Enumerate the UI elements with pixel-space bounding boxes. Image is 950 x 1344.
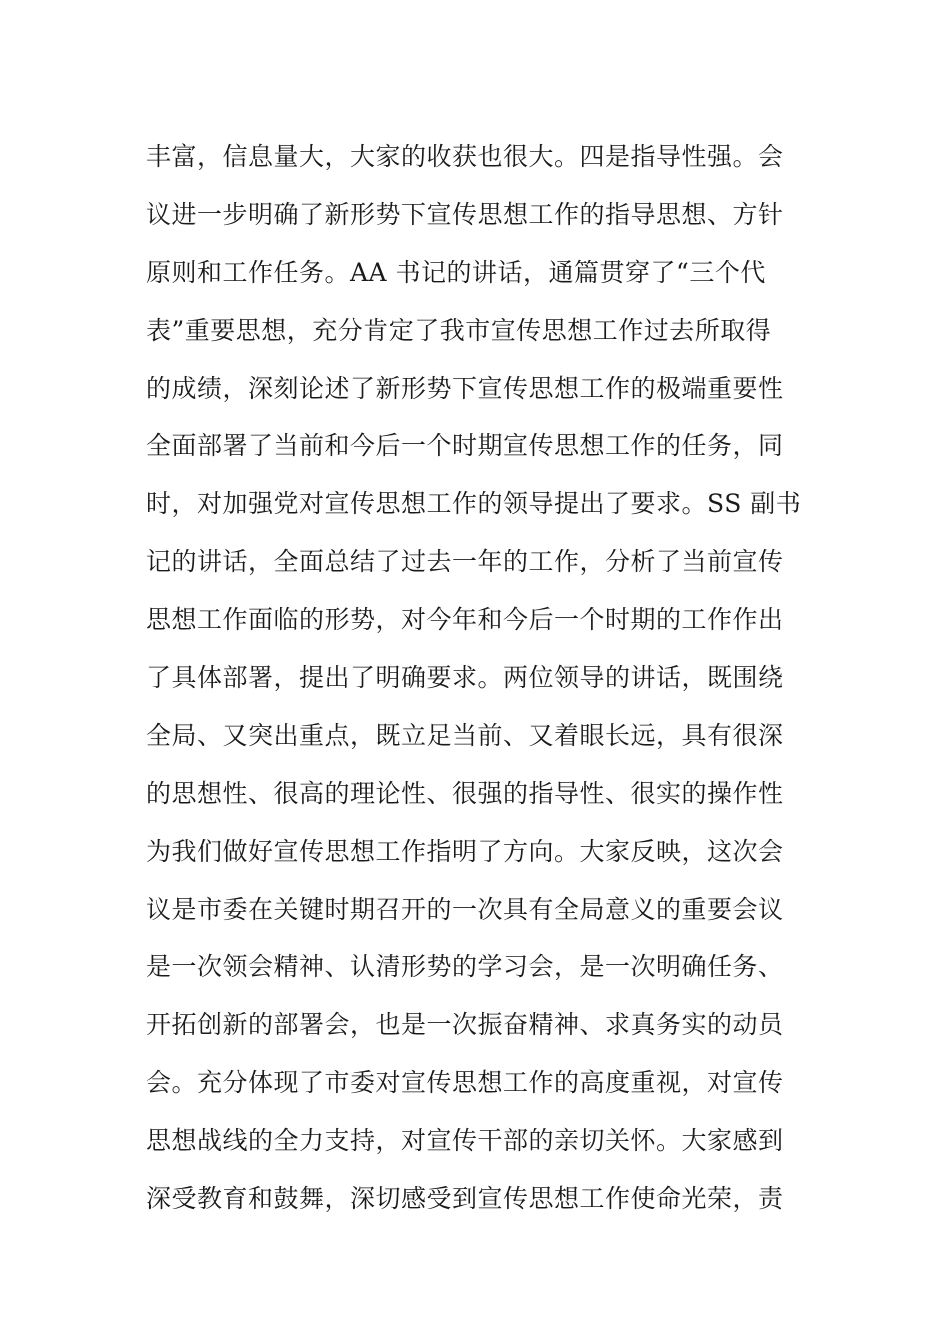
- text-line: 丰富，信息量大，大家的收获也很大。四是指导性强。会: [146, 142, 784, 171]
- text-line: 全面部署了当前和今后一个时期宣传思想工作的任务，同: [146, 431, 784, 461]
- text-line: 为我们做好宣传思想工作指明了方向。大家反映，这次会: [146, 836, 784, 866]
- body-text: [146, 128, 816, 1228]
- text-line: 时，对加强党对宣传思想工作的领导提出了要求。SS 副书: [146, 489, 802, 519]
- text-line: 的成绩，深刻论述了新形势下宣传思想工作的极端重要性: [146, 373, 784, 403]
- text-line: 是一次领会精神、认清形势的学习会，是一次明确任务、: [146, 952, 784, 982]
- text-line: 深受教育和鼓舞，深切感受到宣传思想工作使命光荣，责: [146, 1184, 784, 1214]
- text-line: 议进一步明确了新形势下宣传思想工作的指导思想、方针: [146, 199, 784, 229]
- text-line: 会。充分体现了市委对宣传思想工作的高度重视，对宣传: [146, 1068, 784, 1098]
- text-line: 原则和工作任务。AA 书记的讲话，通篇贯穿了“三个代: [146, 257, 766, 287]
- text-line: 了具体部署，提出了明确要求。两位领导的讲话，既围绕: [146, 663, 784, 693]
- text-line: 表”重要思想，充分肯定了我市宣传思想工作过去所取得: [146, 315, 772, 345]
- text-line: 开拓创新的部署会，也是一次振奋精神、求真务实的动员: [146, 1010, 784, 1040]
- text-line: 的思想性、很高的理论性、很强的指导性、很实的操作性: [146, 778, 784, 808]
- text-line: 议是市委在关键时期召开的一次具有全局意义的重要会议: [146, 894, 784, 924]
- text-line: 全局、又突出重点，既立足当前、又着眼长远，具有很深: [146, 720, 784, 750]
- text-line: 记的讲话，全面总结了过去一年的工作，分析了当前宣传: [146, 547, 784, 577]
- text-line: 思想工作面临的形势，对今年和今后一个时期的工作作出: [146, 605, 784, 635]
- text-line: 思想战线的全力支持，对宣传干部的亲切关怀。大家感到: [146, 1126, 784, 1156]
